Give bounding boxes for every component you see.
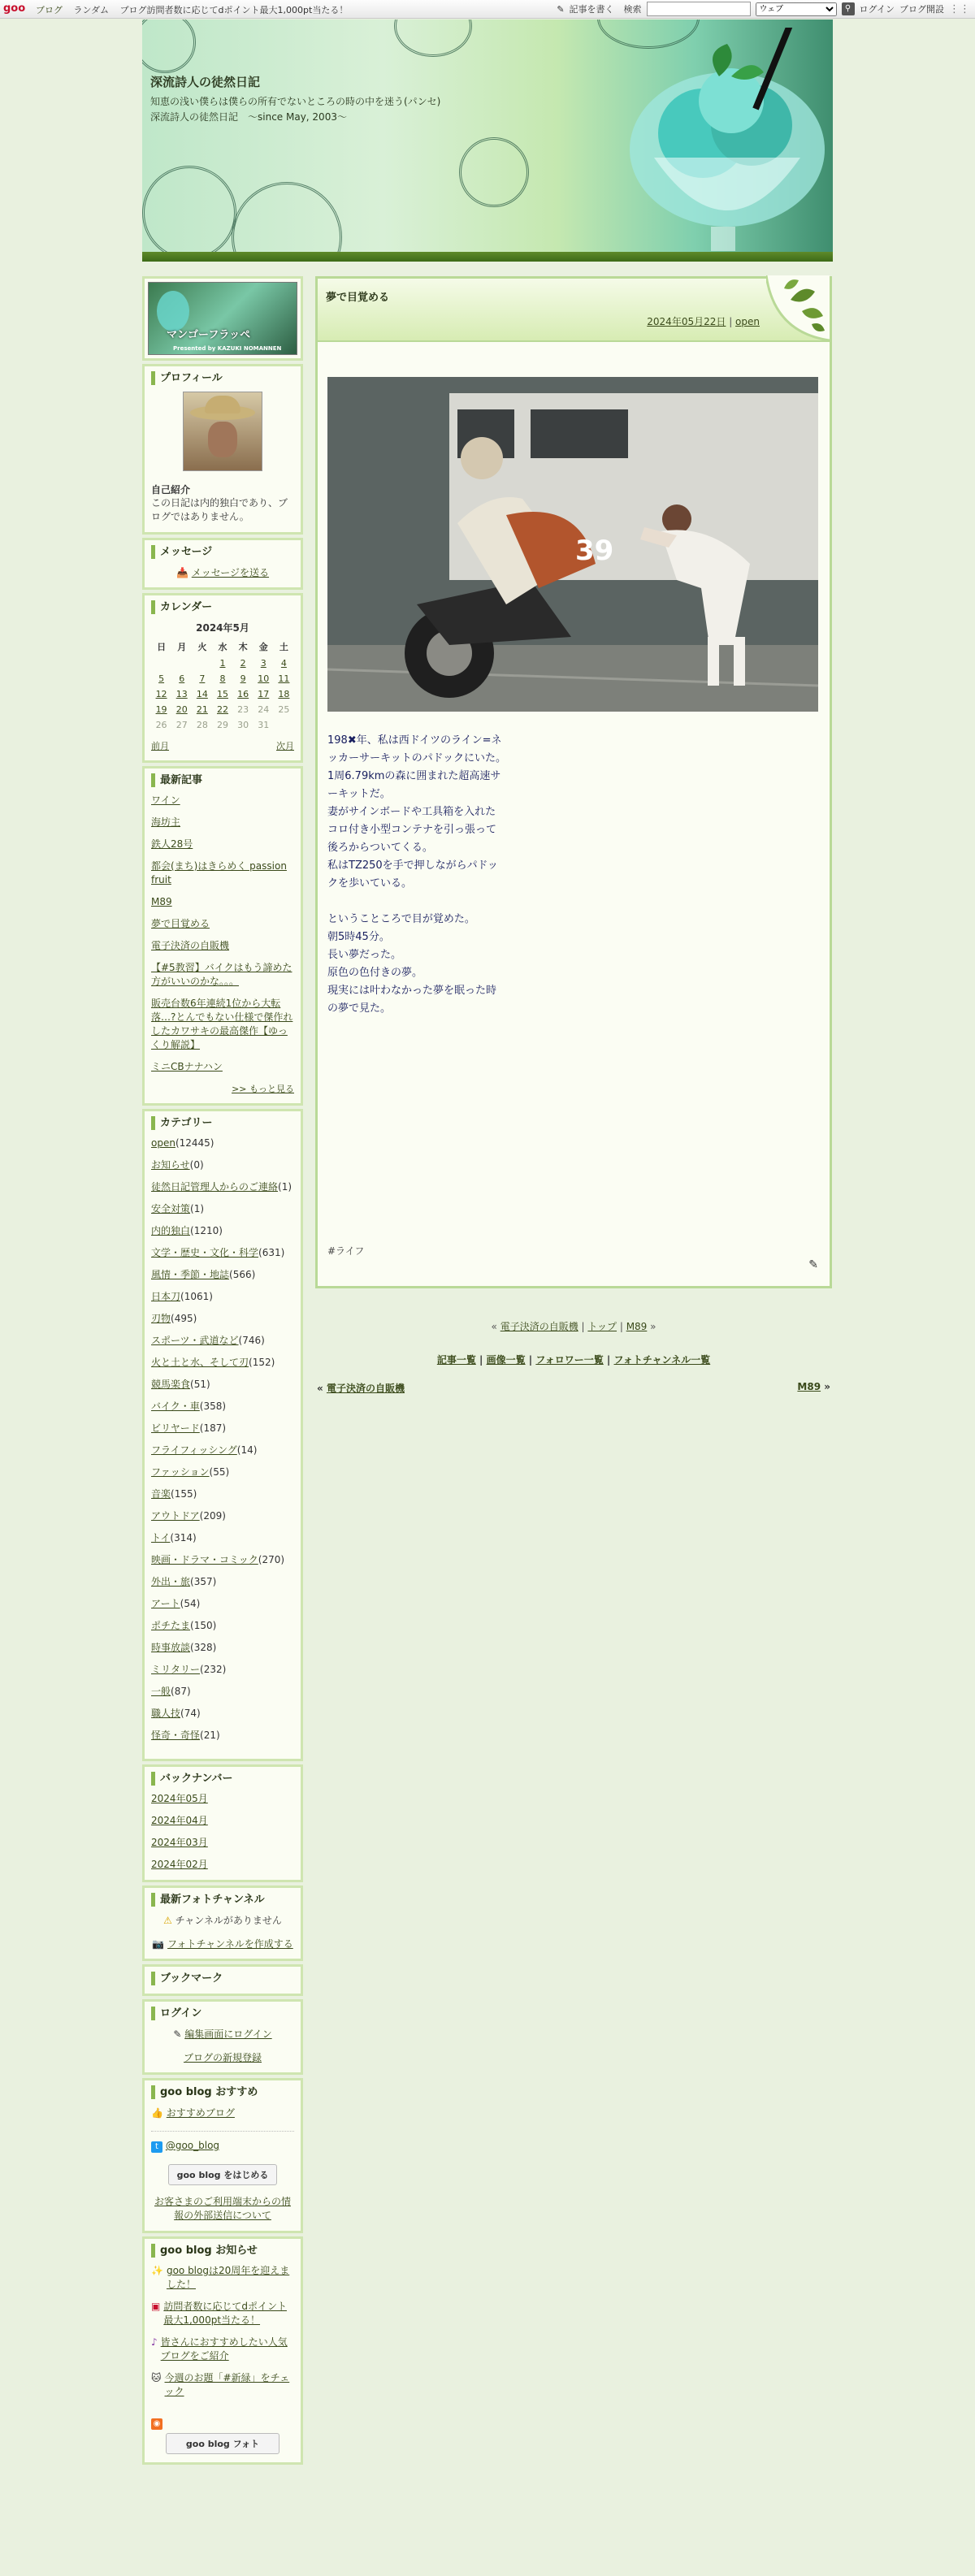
nav-top-link[interactable]: トップ [587, 1321, 618, 1332]
sidebar-logo-image [148, 282, 297, 355]
calendar-day: 31 [258, 720, 270, 730]
category-count: (21) [200, 1730, 220, 1741]
entry-paragraph: 妻がサインボードや工具箱を入れたコロ付き小型コンテナを引っ張って後ろからついてくる。 [327, 806, 497, 854]
category-item [151, 1356, 294, 1370]
shaved-ice-glass-image [597, 28, 833, 252]
entry-paragraph [327, 893, 506, 911]
rss-icon[interactable]: ◉ [151, 2418, 162, 2430]
category-link[interactable]: ビリヤード [151, 1422, 200, 1434]
goo-logo[interactable]: goo [3, 2, 26, 15]
recent-item[interactable]: 【#5教習】バイクはもう諦めた方がいいのかな。。。 [151, 962, 292, 987]
calendar-day[interactable]: 20 [176, 704, 188, 715]
category-item [151, 1136, 294, 1150]
category-count: (358) [199, 1401, 227, 1412]
category-item [151, 1202, 294, 1216]
category-link[interactable]: トイ [151, 1532, 171, 1543]
category-count: (314) [170, 1532, 197, 1543]
recommend-box [142, 2078, 303, 2233]
category-count: (0) [189, 1159, 204, 1171]
notice-item [151, 2336, 294, 2363]
message-heading: メッセージ [151, 545, 294, 559]
entry-title[interactable]: 夢で目覚める [326, 292, 390, 304]
category-link[interactable]: アート [151, 1598, 180, 1609]
category-link[interactable]: 職人技 [151, 1708, 181, 1719]
recent-item[interactable]: 電子決済の自販機 [151, 940, 230, 951]
entry-photo[interactable] [327, 377, 818, 712]
category-count: (328) [190, 1642, 217, 1653]
category-count: (1) [278, 1181, 292, 1193]
lace-ornament [459, 137, 529, 207]
backnumber-box [142, 1764, 303, 1882]
lace-ornament [232, 182, 342, 252]
notice-link[interactable]: 今週のお題「#新緑」をチェック [164, 2372, 290, 2397]
notice-heading: goo blog お知らせ [151, 2244, 294, 2258]
category-link[interactable]: 徒然日記管理人からのご連絡 [151, 1181, 279, 1193]
start-goo-blog-button[interactable]: goo blog をはじめる [168, 2164, 278, 2185]
entry-paragraph: 私はTZ250を手で押しながらパドックを歩いている。 [327, 859, 498, 890]
category-count: (54) [180, 1598, 201, 1609]
category-count: (232) [200, 1664, 227, 1675]
notice-item [151, 2371, 294, 2399]
category-link[interactable]: バイク・車 [151, 1401, 200, 1412]
recent-item[interactable]: 都会(まち)はきらめく passion fruit [151, 860, 287, 885]
twitter-icon: t [151, 2141, 162, 2153]
thumb-icon: 👍 [151, 2107, 163, 2119]
category-item [151, 1487, 294, 1501]
message-box [142, 538, 303, 590]
mail-icon: 📥 [176, 567, 188, 578]
calendar-day[interactable]: 10 [258, 673, 270, 684]
category-link[interactable]: 時事放談 [151, 1642, 191, 1653]
sparkle-icon: ✨ [151, 2265, 163, 2276]
category-count: (55) [209, 1466, 230, 1478]
recent-item[interactable]: ワイン [151, 794, 180, 806]
entry-paragraph: 原色の色付きの夢。 [327, 967, 423, 979]
calendar-day[interactable]: 13 [176, 689, 188, 699]
category-link[interactable]: ポチたま [151, 1620, 191, 1631]
camera-icon: 📷 [152, 1938, 165, 1950]
avatar [183, 392, 262, 471]
calendar-day[interactable]: 2 [240, 658, 246, 669]
entry-category-link[interactable]: open [735, 316, 760, 327]
entry-paragraph: 朝5時45分。 [327, 931, 390, 943]
category-count: (746) [238, 1335, 265, 1346]
category-item [151, 1378, 294, 1392]
category-link[interactable]: 競馬楽食 [151, 1379, 191, 1390]
list-links: 記事一覧 | 画像一覧 | フォロワー一覧 | フォトチャンネル一覧 [436, 1354, 711, 1366]
calendar-day[interactable]: 4 [280, 658, 287, 669]
grid-menu-icon[interactable]: ⋮⋮ [949, 2, 970, 15]
category-list [151, 1136, 294, 1743]
category-item [151, 1663, 294, 1677]
blog-description: 知恵の浅い僕らは僕らの所有でないところの時の中を迷う(パンセ) 深流詩人の徒然日記 ～since May, 2003～ [150, 96, 451, 123]
category-count: (357) [190, 1576, 217, 1587]
backnumber-item[interactable]: 2024年03月 [151, 1837, 208, 1848]
warning-icon: ⚠ [163, 1915, 172, 1926]
main-content [315, 276, 832, 1395]
category-item [151, 1312, 294, 1326]
bookmark-heading: ブックマーク [151, 1972, 294, 1985]
profile-box [142, 364, 303, 535]
category-count: (1061) [180, 1291, 213, 1302]
twitter-link[interactable]: @goo_blog [165, 2140, 220, 2151]
entry-paragraph: 長い夢だった。 [327, 949, 402, 961]
calendar-day: 28 [196, 720, 208, 730]
category-count: (495) [171, 1313, 197, 1324]
search-label: 検索 [623, 4, 642, 15]
recent-heading: 最新記事 [151, 773, 294, 787]
music-note-icon: ♪ [151, 2336, 158, 2348]
goo-blog-photo-button[interactable]: goo blog フォト [166, 2433, 280, 2454]
category-link[interactable]: フライフィッシング [151, 1444, 237, 1456]
rider-number: 39 [575, 535, 614, 567]
recent-item[interactable]: 海坊主 [151, 816, 181, 828]
prev-next-bar: « 電子決済の自販機 M89 » [317, 1381, 830, 1394]
category-link[interactable]: お知らせ [151, 1159, 190, 1171]
category-item [151, 1531, 294, 1545]
article-list-link[interactable]: 記事一覧 [436, 1354, 476, 1366]
toolbar-right [557, 2, 970, 16]
toolbar-link-random[interactable]: ランダム [73, 5, 110, 15]
category-item [151, 1334, 294, 1348]
category-link[interactable]: 外出・旅 [151, 1576, 191, 1587]
weekday-header: 水 [218, 642, 228, 652]
sidebar-logo-sub: Presented by KAZUKI NOMANNEN [173, 345, 282, 352]
profile-intro-title: 自己紹介 [151, 484, 191, 496]
calendar-day[interactable]: 19 [155, 704, 167, 715]
entry-paragraph: 198✖年、私は西ドイツのライン=ネッカーサーキットのパドックにいた。 [327, 734, 506, 764]
category-item [151, 1575, 294, 1589]
search-icon[interactable]: ⚲ [842, 2, 855, 15]
category-count: (87) [171, 1686, 191, 1697]
blog-title[interactable]: 深流詩人の徒然日記 [150, 75, 261, 89]
create-photo-channel-link[interactable]: フォトチャンネルを作成する [167, 1938, 293, 1950]
sidebar-logo-caption: マンゴーフラッペ [167, 329, 251, 341]
profile-intro-text: この日記は内的独白であり、ブログではありません。 [151, 497, 288, 522]
calendar-day[interactable]: 11 [278, 673, 290, 684]
category-count: (152) [249, 1357, 275, 1368]
blog-header [142, 19, 833, 252]
calendar-day[interactable]: 22 [216, 704, 228, 715]
calendar-box [142, 593, 303, 763]
edit-login-link[interactable]: 編集画面にログイン [184, 2028, 272, 2040]
backnumber-item[interactable]: 2024年04月 [151, 1815, 208, 1826]
recent-item[interactable]: ミニCBナナハン [151, 1061, 223, 1072]
sidebar-logo-box [142, 276, 303, 361]
lace-ornament [394, 19, 472, 57]
recent-entries-box [142, 766, 303, 1106]
recent-item[interactable]: M89 [151, 896, 172, 907]
calendar-day[interactable]: 21 [196, 704, 208, 715]
follower-list-link[interactable]: フォロワー一覧 [535, 1354, 604, 1366]
category-count: (1) [190, 1203, 205, 1214]
motorcycle-racer-image [327, 377, 818, 712]
category-count: (631) [258, 1247, 285, 1258]
calendar-day[interactable]: 5 [158, 673, 165, 684]
category-count: (150) [190, 1620, 217, 1631]
recommend-heading: goo blog おすすめ [151, 2085, 294, 2099]
entry-paragraph: ということころで目が覚めた。 [327, 913, 475, 925]
photo-channel-box [142, 1885, 303, 1961]
notice-item [151, 2300, 294, 2327]
weekday-header: 土 [279, 642, 288, 652]
category-link[interactable]: open [151, 1137, 176, 1149]
category-count: (155) [171, 1488, 197, 1500]
calendar-day[interactable]: 18 [278, 689, 290, 699]
pencil-icon: ✎ [173, 2028, 182, 2040]
login-link[interactable]: ログイン [859, 4, 895, 15]
calendar-day: 27 [176, 720, 188, 730]
recent-item[interactable]: 夢で目覚める [151, 918, 210, 929]
recent-list [151, 794, 294, 1074]
category-link[interactable]: 映画・ドラマ・コミック [151, 1554, 258, 1565]
backnumber-item[interactable]: 2024年05月 [151, 1793, 208, 1804]
category-link[interactable]: 一般 [151, 1686, 171, 1697]
category-item [151, 1641, 294, 1655]
calendar-heading: カレンダー [151, 600, 294, 614]
category-link[interactable]: ファッション [151, 1466, 210, 1478]
category-item [151, 1422, 294, 1435]
category-item [151, 1290, 294, 1304]
category-item [151, 1553, 294, 1567]
calendar-day[interactable]: 15 [216, 689, 228, 699]
recent-more-link[interactable]: >> もっと見る [232, 1084, 294, 1094]
category-item [151, 1685, 294, 1699]
weekday-header: 木 [238, 642, 248, 652]
entry-paragraph: 1周6.79kmの森に囲まれた超高速サーキットだ。 [327, 770, 501, 800]
calendar-day[interactable]: 16 [237, 689, 249, 699]
recent-item[interactable]: 鉄人28号 [151, 838, 193, 850]
toolbar-promo-link[interactable]: ブログ訪問者数に応じてdポイント最大1,000pt当たる！ [119, 5, 349, 15]
register-blog-link[interactable]: ブログの新規登録 [183, 2052, 262, 2063]
search-input[interactable] [647, 2, 751, 16]
calendar-day[interactable]: 7 [199, 673, 206, 684]
category-link[interactable]: 風情・季節・地誌 [151, 1269, 230, 1280]
entry-tag[interactable]: #ライフ [327, 1245, 365, 1257]
notice-item [151, 2264, 294, 2292]
calendar-day[interactable]: 6 [179, 673, 185, 684]
category-link[interactable]: 刃物 [151, 1313, 171, 1324]
calendar-day[interactable]: 17 [258, 689, 270, 699]
entry [315, 276, 832, 1288]
category-link[interactable]: アウトドア [151, 1510, 200, 1522]
login-box [142, 1999, 303, 2075]
weekday-header: 金 [258, 642, 268, 652]
external-info-link[interactable]: お客さまのご利用端末からの情報の外部送信について [154, 2196, 291, 2221]
category-link[interactable]: 火と土と水、そして刃 [151, 1357, 249, 1368]
entry-paragraph: 現実には叶わなかった夢を眠った時の夢で見た。 [327, 985, 497, 1015]
open-blog-link[interactable]: ブログ開設 [899, 4, 944, 15]
category-item [151, 1729, 294, 1743]
entry-header [318, 279, 830, 342]
search-scope-select[interactable] [756, 2, 837, 16]
entry-meta: 2024年05月22日 | open [647, 316, 760, 327]
login-heading: ログイン [151, 2007, 294, 2020]
sidebar [142, 276, 303, 2468]
entry-body [327, 732, 506, 1018]
category-item [151, 1444, 294, 1457]
category-link[interactable]: 文学・歴史・文化・科学 [151, 1247, 259, 1258]
category-count: (14) [236, 1444, 258, 1456]
category-count: (187) [199, 1422, 227, 1434]
calendar-day: 26 [155, 720, 167, 730]
profile-heading: プロフィール [151, 371, 294, 385]
category-item [151, 1224, 294, 1238]
edit-pencil-icon[interactable]: ✎ [808, 1258, 818, 1271]
category-link[interactable]: 安全対策 [151, 1203, 191, 1214]
calendar-next-link[interactable]: 次月 [276, 741, 294, 751]
category-count: (566) [229, 1269, 256, 1280]
weekday-header: 月 [177, 642, 187, 652]
calendar-day[interactable]: 12 [155, 689, 167, 699]
prev-entry-link[interactable]: 電子決済の自販機 [326, 1383, 405, 1394]
category-count: (209) [199, 1510, 226, 1522]
category-item [151, 1466, 294, 1479]
nav-prev-link[interactable]: 電子決済の自販機 [500, 1321, 578, 1332]
category-count: (270) [258, 1554, 285, 1565]
backnumber-heading: バックナンバー [151, 1772, 294, 1786]
calendar-day[interactable]: 1 [219, 658, 226, 669]
category-link[interactable]: 日本刀 [151, 1291, 181, 1302]
dpoint-icon: ▣ [151, 2301, 161, 2312]
pencil-icon: ✎ [557, 3, 565, 15]
next-entry-link[interactable]: M89 [797, 1381, 821, 1392]
category-count: (74) [180, 1708, 201, 1719]
category-link[interactable]: 音楽 [151, 1488, 171, 1500]
write-article-link[interactable]: 記事を書く [569, 4, 614, 15]
calendar-day: 23 [237, 704, 249, 715]
category-count: (12445) [175, 1137, 214, 1149]
calendar-day[interactable]: 9 [240, 673, 246, 684]
category-item [151, 1158, 294, 1172]
send-message-link[interactable]: メッセージを送る [191, 567, 270, 578]
cat-icon: 🐱 [151, 2372, 162, 2383]
category-link[interactable]: 内的独白 [151, 1225, 191, 1236]
no-channel-text: チャンネルがありません [175, 1915, 282, 1926]
weekday-header: 火 [197, 642, 207, 652]
category-box [142, 1109, 303, 1761]
recent-item[interactable]: 販売台数6年連続1位から大転落…?とんでもない仕様で傑作れしたカワサキの最高傑作【ゆっくり解説】 [151, 998, 293, 1050]
category-link[interactable]: 怪奇・奇怪 [151, 1730, 201, 1741]
weekday-header: 日 [157, 642, 167, 652]
category-item [151, 1597, 294, 1611]
photo-channel-heading: 最新フォトチャンネル [151, 1893, 294, 1907]
calendar-day: 25 [278, 704, 290, 715]
entry-date-link[interactable]: 2024年05月22日 [647, 316, 726, 327]
lace-ornament [142, 19, 196, 73]
nav-next-link[interactable]: M89 [626, 1321, 648, 1332]
calendar-table [151, 638, 294, 733]
backnumber-item[interactable]: 2024年02月 [151, 1859, 208, 1870]
image-list-link[interactable]: 画像一覧 [486, 1354, 526, 1366]
bookmark-box [142, 1964, 303, 1996]
calendar-day: 29 [216, 720, 228, 730]
calendar-day[interactable]: 3 [260, 658, 266, 669]
photo-channel-list-link[interactable]: フォトチャンネル一覧 [613, 1354, 711, 1366]
category-item [151, 1619, 294, 1633]
leaf-ornament-icon [766, 275, 830, 340]
toolbar-nav [36, 3, 356, 16]
category-item [151, 1246, 294, 1260]
goo-toolbar [0, 0, 975, 19]
lace-ornament [142, 166, 236, 252]
notice-link[interactable]: 訪問者数に応じてdポイント最大1,000pt当たる！ [163, 2301, 287, 2326]
category-link[interactable]: スポーツ・武道など [151, 1335, 239, 1346]
calendar-day: 30 [237, 720, 249, 730]
category-link[interactable]: ミリタリー [151, 1664, 201, 1675]
calendar-day[interactable]: 14 [196, 689, 208, 699]
toolbar-link-blog[interactable]: ブログ [36, 5, 63, 15]
calendar-day[interactable]: 8 [219, 673, 226, 684]
calendar-prev-link[interactable]: 前月 [151, 741, 169, 751]
entry-nav: « 電子決済の自販機 | トップ | M89 » [491, 1321, 656, 1332]
category-item [151, 1707, 294, 1721]
header-divider [142, 252, 833, 262]
category-item [151, 1509, 294, 1523]
category-item [151, 1180, 294, 1194]
calendar-month: 2024年5月 [196, 622, 249, 634]
calendar-day: 24 [258, 704, 270, 715]
recommend-link[interactable]: おすすめブログ [166, 2107, 235, 2119]
category-count: (51) [190, 1379, 210, 1390]
category-item [151, 1400, 294, 1414]
notice-link[interactable]: 皆さんにおすすめしたい人気ブログをご紹介 [160, 2336, 288, 2362]
category-count: (1210) [190, 1225, 223, 1236]
notice-box [142, 2236, 303, 2465]
notice-link[interactable]: goo blogは20周年を迎えました！ [166, 2265, 290, 2290]
category-heading: カテゴリー [151, 1116, 294, 1130]
category-item [151, 1268, 294, 1282]
